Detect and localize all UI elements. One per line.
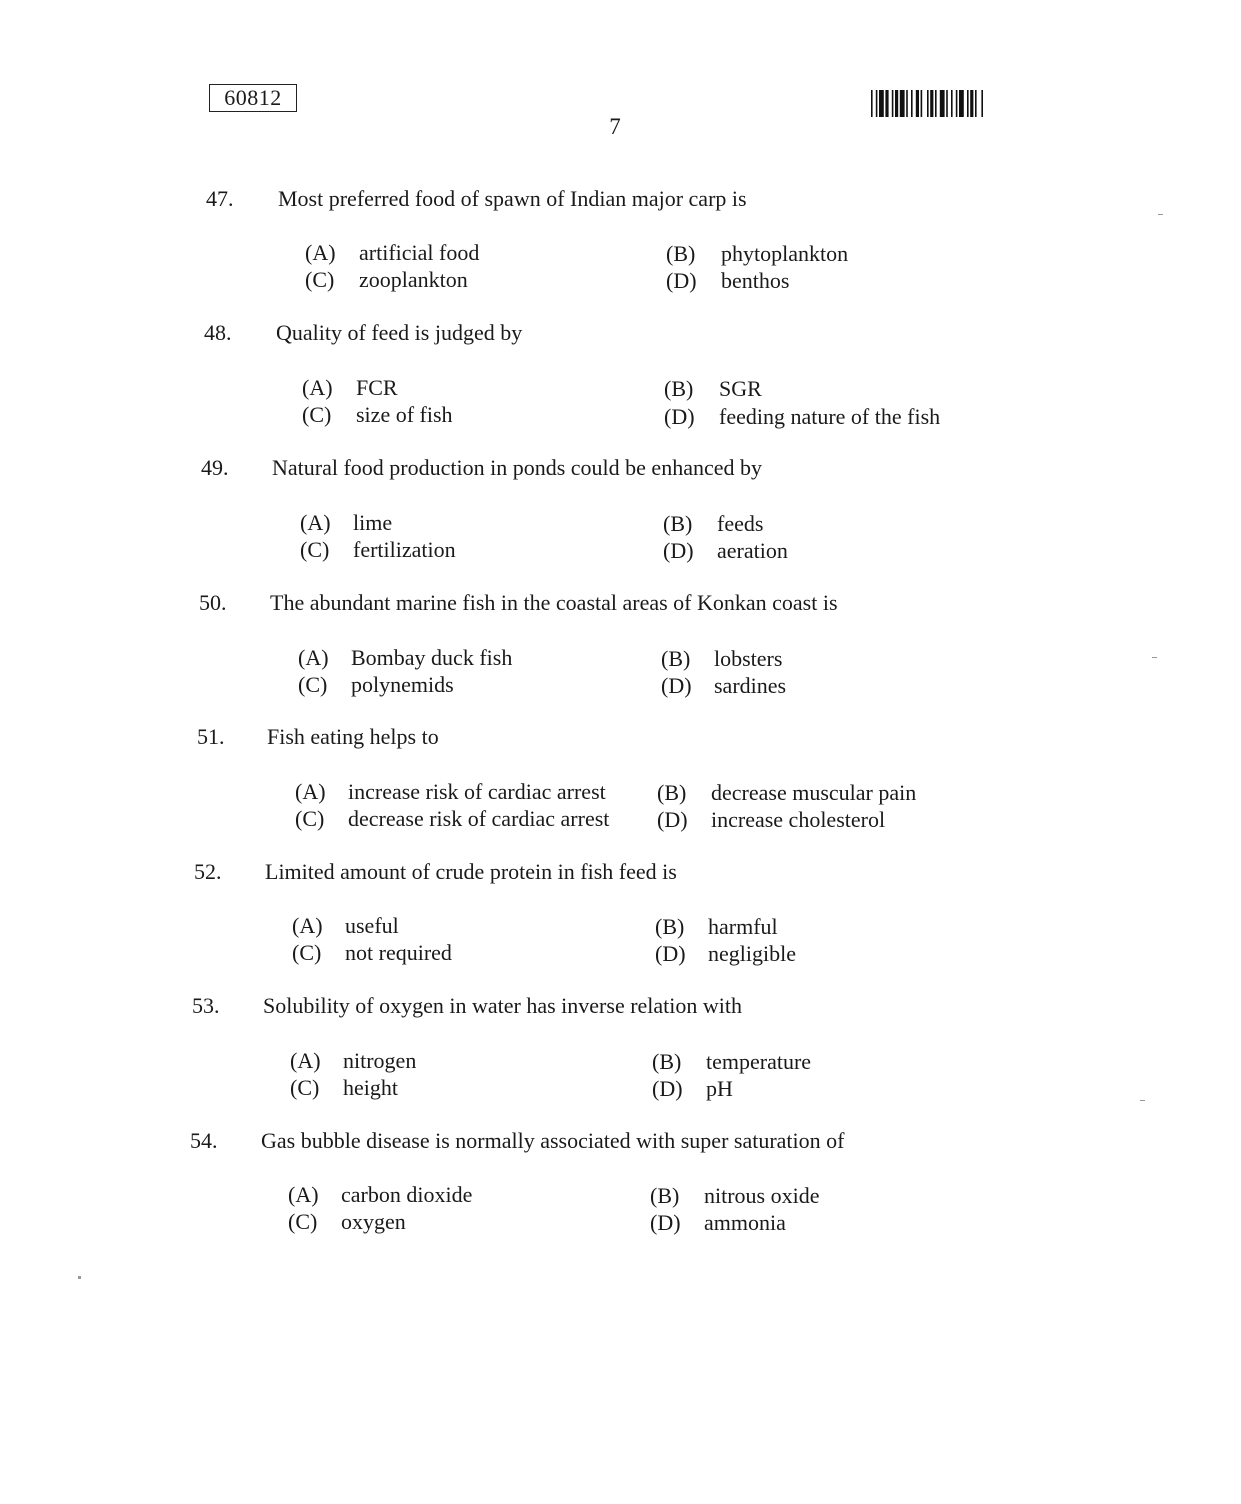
barcode-bar	[885, 90, 888, 117]
option-letter: (D)	[664, 404, 695, 429]
barcode-bar	[967, 90, 969, 117]
question-number: 47.	[206, 186, 234, 211]
barcode-bar	[970, 90, 973, 117]
option-letter: (B)	[663, 511, 693, 536]
option-letter: (C)	[288, 1209, 318, 1234]
question-text: Quality of feed is judged by	[276, 320, 523, 345]
barcode-bar	[871, 90, 873, 117]
barcode-bar	[879, 90, 884, 117]
option-letter: (A)	[295, 779, 326, 804]
barcode-bar	[981, 90, 983, 117]
option-text: increase risk of cardiac arrest	[348, 779, 606, 804]
option-text: not required	[345, 940, 452, 965]
paper-code: 60812	[209, 84, 297, 112]
option-text: artificial food	[359, 240, 480, 265]
question-number: 49.	[201, 455, 229, 480]
scan-speck	[78, 1276, 81, 1279]
option-letter: (A)	[302, 375, 333, 400]
question-number: 50.	[199, 590, 227, 615]
option-letter: (B)	[657, 780, 687, 805]
option-text: fertilization	[353, 537, 456, 562]
option-text: SGR	[719, 376, 762, 401]
option-letter: (C)	[290, 1075, 320, 1100]
barcode-bar	[956, 90, 958, 117]
option-text: lime	[353, 510, 393, 535]
option-letter: (D)	[650, 1210, 681, 1235]
barcode-bar	[900, 90, 905, 117]
option-letter: (B)	[650, 1183, 680, 1208]
option-text: carbon dioxide	[341, 1182, 473, 1207]
question-text: The abundant marine fish in the coastal areas of Konkan coast is	[270, 590, 838, 615]
option-text: decrease muscular pain	[711, 780, 917, 805]
barcode-bar	[959, 90, 964, 117]
scan-speck	[1152, 657, 1157, 658]
option-letter: (A)	[300, 510, 331, 535]
scan-speck	[1140, 1100, 1145, 1101]
barcode-bar	[940, 90, 945, 117]
barcode-bar	[916, 90, 919, 117]
option-text: feeds	[717, 511, 764, 536]
option-letter: (A)	[290, 1048, 321, 1073]
option-text: ammonia	[704, 1210, 786, 1235]
question-text: Natural food production in ponds could be enhanced by	[272, 455, 762, 480]
option-text: phytoplankton	[721, 241, 849, 266]
barcode-bar	[927, 90, 929, 117]
option-text: temperature	[706, 1049, 812, 1074]
barcode-bar	[935, 90, 937, 117]
option-letter: (D)	[655, 941, 686, 966]
option-text: increase cholesterol	[711, 807, 886, 832]
barcode-bar	[911, 90, 913, 117]
option-letter: (C)	[302, 402, 332, 427]
barcode-graphic	[871, 90, 1027, 117]
page-number: 7	[609, 114, 621, 139]
option-text: Bombay duck fish	[351, 645, 513, 670]
question-number: 52.	[194, 859, 222, 884]
question-text: Fish eating helps to	[267, 724, 439, 749]
option-text: size of fish	[356, 402, 453, 427]
barcode-bar	[946, 90, 948, 117]
question-number: 51.	[197, 724, 225, 749]
option-letter: (D)	[666, 268, 697, 293]
question-text: Gas bubble disease is normally associated with super saturation of	[261, 1128, 845, 1153]
option-text: polynemids	[351, 672, 454, 697]
option-letter: (B)	[666, 241, 696, 266]
barcode-bar	[951, 90, 953, 117]
question-text: Most preferred food of spawn of Indian major carp is	[278, 186, 747, 211]
option-text: oxygen	[341, 1209, 406, 1234]
option-text: height	[343, 1075, 398, 1100]
option-letter: (A)	[298, 645, 329, 670]
scan-speck	[1158, 214, 1163, 215]
option-text: nitrous oxide	[704, 1183, 820, 1208]
option-letter: (C)	[300, 537, 330, 562]
question-text: Solubility of oxygen in water has inverse relation with	[263, 993, 743, 1018]
option-letter: (D)	[663, 538, 694, 563]
question-number: 54.	[190, 1128, 218, 1153]
option-letter: (D)	[657, 807, 688, 832]
option-text: FCR	[356, 375, 398, 400]
option-letter: (A)	[305, 240, 336, 265]
option-letter: (C)	[295, 806, 325, 831]
option-text: useful	[345, 913, 399, 938]
option-text: feeding nature of the fish	[719, 404, 941, 429]
barcode-bar	[921, 90, 923, 117]
option-letter: (C)	[305, 267, 335, 292]
option-letter: (B)	[664, 376, 694, 401]
option-text: harmful	[708, 914, 778, 939]
option-text: negligible	[708, 941, 796, 966]
option-text: zooplankton	[359, 267, 468, 292]
question-number: 53.	[192, 993, 220, 1018]
option-letter: (A)	[292, 913, 323, 938]
barcode-bar	[975, 90, 977, 117]
option-letter: (B)	[652, 1049, 682, 1074]
option-letter: (C)	[292, 940, 322, 965]
option-letter: (D)	[652, 1076, 683, 1101]
barcode-bar	[892, 90, 894, 117]
barcode-bar	[895, 90, 898, 117]
option-text: nitrogen	[343, 1048, 417, 1073]
barcode-bar	[906, 90, 908, 117]
option-text: benthos	[721, 268, 790, 293]
barcode-bar	[930, 90, 933, 117]
option-text: sardines	[714, 673, 787, 698]
option-letter: (C)	[298, 672, 328, 697]
option-letter: (B)	[655, 914, 685, 939]
question-text: Limited amount of crude protein in fish feed is	[265, 859, 677, 884]
option-letter: (D)	[661, 673, 692, 698]
option-text: lobsters	[714, 646, 783, 671]
option-letter: (A)	[288, 1182, 319, 1207]
question-number: 48.	[204, 320, 232, 345]
option-text: aeration	[717, 538, 788, 563]
option-letter: (B)	[661, 646, 691, 671]
option-text: decrease risk of cardiac arrest	[348, 806, 610, 831]
barcode-bar	[876, 90, 878, 117]
option-text: pH	[706, 1076, 733, 1101]
